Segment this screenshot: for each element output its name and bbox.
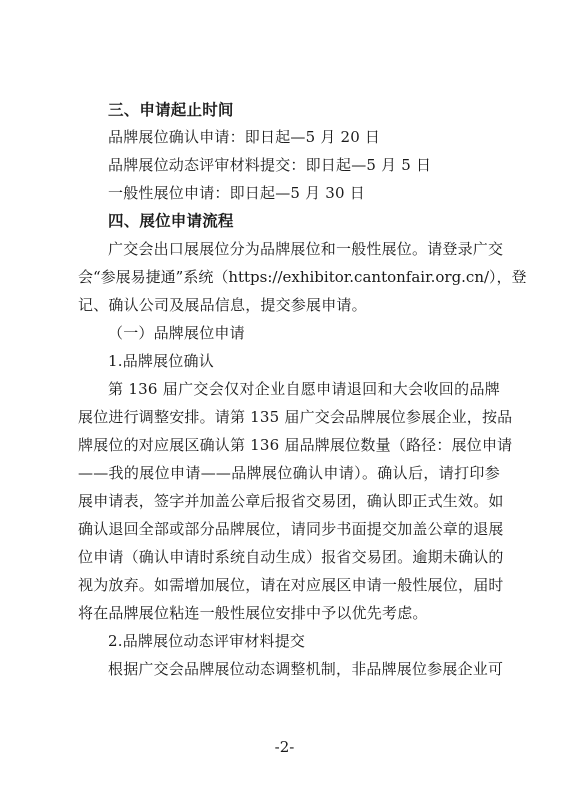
- item1-line-6: 确认退回全部或部分品牌展位，请同步书面提交加盖公章的退展: [78, 520, 504, 538]
- item1-line-4: ——我的展位申请——品牌展位确认申请）。确认后，请打印参: [78, 464, 500, 482]
- item1-line-2: 展位进行调整安排。请第 135 届广交会品牌展位参展企业，按品: [78, 408, 513, 426]
- section4-intro-line-3: 记、确认公司及展品信息，提交参展申请。: [78, 296, 367, 314]
- section4-intro-line-2: 会“参展易捷通”系统（https://exhibitor.cantonfair.org.cn/），登: [78, 268, 527, 286]
- item1-line-5: 展申请表，签字并加盖公章后报省交易团，确认即正式生效。如: [78, 492, 504, 510]
- section3-line-3: 一般性展位申请：即日起—5 月 30 日: [108, 184, 365, 202]
- item1-title: 1.品牌展位确认: [108, 352, 214, 370]
- item1-line-9: 将在品牌展位粘连一般性展位安排中予以优先考虑。: [78, 604, 428, 622]
- page-number: -2-: [274, 738, 295, 756]
- section3-heading: 三、申请起止时间: [108, 101, 234, 119]
- section4-heading: 四、展位申请流程: [108, 212, 234, 230]
- item2-title: 2.品牌展位动态评审材料提交: [108, 632, 306, 650]
- subsection-brand-booth: （一）品牌展位申请: [108, 324, 245, 342]
- item1-line-7: 位申请（确认申请时系统自动生成）报省交易团。逾期未确认的: [78, 548, 504, 566]
- item1-line-3: 牌展位的对应展区确认第 136 届品牌展位数量（路径：展位申请: [78, 436, 513, 454]
- section4-intro-line-1: 广交会出口展展位分为品牌展位和一般性展位。请登录广交: [108, 240, 504, 258]
- item1-line-1: 第 136 届广交会仅对企业自愿申请退回和大会收回的品牌: [108, 380, 500, 398]
- section3-line-1: 品牌展位确认申请：即日起—5 月 20 日: [108, 128, 381, 146]
- section3-line-2: 品牌展位动态评审材料提交：即日起—5 月 5 日: [108, 156, 432, 174]
- item1-line-8: 视为放弃。如需增加展位，请在对应展区申请一般性展位，届时: [78, 576, 504, 594]
- item2-line-1: 根据广交会品牌展位动态调整机制，非品牌展位参展企业可: [108, 660, 504, 678]
